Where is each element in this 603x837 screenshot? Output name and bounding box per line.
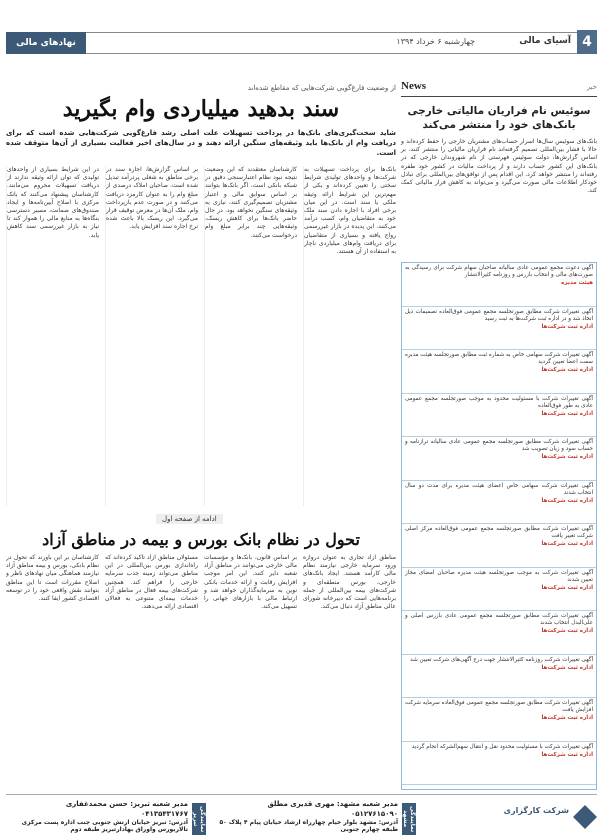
legal-ad-text: آگهی تغییرات شرکت سهامی خاص به شماره ثبت مطابق صورتجلسه هیئت مدیره سمت اعضا تعیین گردید <box>405 352 593 365</box>
issue-date: چهارشنبه ۶ خرداد ۱۳۹۴ <box>396 37 475 46</box>
legal-ad-text: آگهی دعوت مجمع عمومی عادی سالیانه صاحبان سهام شرکت برای رسیدگی به صورت‌های مالی و انتخاب بازرس و روزنامه کثیرالانتشار <box>405 265 593 278</box>
legal-ad <box>402 655 596 699</box>
legal-ad-sign: اداره ثبت شرکت‌ها <box>541 715 593 721</box>
legal-ad-text: آگهی تغییرات شرکت مطابق صورتجلسه مجمع عمومی فوق‌العاده سرمایه شرکت افزایش یافت <box>405 700 593 713</box>
mashhad-address: آدرس: مشهد بلوار خیام چهارراه ارشاد خیابان پیام ۴ پلاک ۵۰ طبقه چهارم جنوبی <box>219 819 398 833</box>
legal-ad-sign: اداره ثبت شرکت‌ها <box>541 410 593 417</box>
section-name: آسیای مالی <box>519 36 571 46</box>
continued-label: ادامه از صفحه اول <box>156 514 223 524</box>
legal-ad-sign: اداره ثبت شرکت‌ها <box>541 664 593 671</box>
legal-ad-text: آگهی تغییرات شرکت مطابق صورتجلسه مجمع عمومی فوق‌العاده مرکز اصلی شرکت تغییر یافت <box>405 526 593 539</box>
footer-mashhad <box>216 799 416 833</box>
footer <box>6 794 597 834</box>
mashhad-phone: ۰۵۱۲۷۶۱۵۰۹۰ <box>351 810 398 818</box>
legal-ad-sign: اداره ثبت شرکت‌ها <box>541 584 593 591</box>
legal-ad <box>402 437 596 481</box>
main-article <box>6 80 396 670</box>
legal-ad-sign: اداره ثبت شرکت‌ها <box>541 454 593 460</box>
legal-ad-text: آگهی تغییرات شرکت مطابق صورتجلسه مجمع عمومی فوق‌العاده تصمیمات ذیل اتخاذ شد و در اداره ثبت شرکت‌ها به ثبت رسید <box>405 308 593 322</box>
article2-column: مناطق آزاد تجاری به عنوان دروازه ورود سرمایه خارجی نیازمند نظام مالی کارآمد هستند. ایجاد بانک‌های خارجی، بورس منطقه‌ای و شرکت‌های بیمه بین‌المللی از جمله برنامه‌هایی است که دبیرخانه شورای عالی مناطق آزاد دنبال می‌کند. <box>303 554 396 611</box>
article-column: بر اساس گزارش‌ها، اجاره سند در برخی مناطق به شغلی پردرآمد تبدیل شده است. صاحبان املاک درصدی از مبلغ وام را به عنوان کارمزد دریافت می‌کنند و در صورت عدم بازپرداخت وام، ملک آن‌ها در معرض توقیف قرار می‌گیرد. این ریسک بالا باعث شده نرخ اجاره سند افزایش یابد. <box>105 166 198 506</box>
legal-ad-sign: اداره ثبت شرکت‌ها <box>541 628 593 634</box>
broker-name: شرکت کارگزاری <box>503 806 569 815</box>
tabriz-phone: ۰۴۱۳۵۴۳۱۷۶۷ <box>141 810 188 818</box>
broker-logo-icon <box>573 805 597 829</box>
legal-ad-sign: اداره ثبت شرکت‌ها <box>541 323 593 330</box>
legal-ad-text: آگهی تغییرات شرکت مطابق صورتجلسه مجمع عمومی عادی سالیانه ترازنامه و حساب سود و زیان تصویب شد <box>405 439 593 452</box>
news-label: News <box>401 80 427 92</box>
mashhad-badge: نمایندگی مشهد <box>402 803 416 835</box>
news-title: سوئیس نام فراریان مالیاتی خارجی بانک‌های خود را منتشر می‌کند <box>407 105 591 131</box>
section-tag: نهادهای مالی <box>6 32 86 54</box>
tabriz-badge: نمایندگی تبریز <box>192 803 206 835</box>
legal-ad-text: آگهی تغییرات شرکت روزنامه کثیرالانتشار جهت درج آگهی‌های شرکت تعیین شد <box>410 656 593 663</box>
article-column: کارشناسان معتقدند که این وضعیت نتیجه نبود نظام اعتبارسنجی دقیق در شبکه بانکی است. اگر بانک‌ها بتوانند بر اساس سوابق مالی و اعتبار مشتریان تصمیم‌گیری کنند، نیازی به وثیقه‌های سنگین نخواهد بود. در حال حاضر بانک‌ها برای کاهش ریسک، وثیقه‌هایی چند برابر مبلغ وام درخواست می‌کنند. <box>204 166 297 506</box>
page-header <box>6 32 597 54</box>
legal-ad <box>402 263 596 307</box>
article2-column: کارشناسان بر این باورند که تحول در نظام بانکی، بورس و بیمه مناطق آزاد نیازمند هماهنگی میان نهادهای ناظر و اصلاح مقررات است تا این مناطق بتوانند نقش واقعی خود را در توسعه اقتصادی کشور ایفا کنند. <box>6 554 99 603</box>
article2-headline: تحول در نظام بانک بورس و بیمه در مناطق آزاد <box>42 530 360 549</box>
legal-ad <box>402 524 596 568</box>
news-box <box>401 80 597 265</box>
legal-ad <box>402 350 596 394</box>
article2-columns <box>6 554 396 670</box>
legal-ad-text: آگهی تغییرات شرکت به موجب صورتجلسه هیئت مدیره صاحبان امضای مجاز تعیین شدند <box>405 569 593 583</box>
news-tag: خبر <box>586 83 597 91</box>
legal-ad <box>402 568 596 612</box>
article-column: در این شرایط بسیاری از واحدهای تولیدی که توان ارائه وثیقه ندارند از دریافت تسهیلات محروم می‌مانند. کارشناسان پیشنهاد می‌کنند که بانک مرکزی با اصلاح آیین‌نامه‌ها و ایجاد صندوق‌های ضمانت، مسیر دسترسی بنگاه‌ها به منابع مالی را هموار کند تا نیاز به بازار غیررسمی سند کاهش یابد. <box>6 166 99 506</box>
footer-logo-block <box>437 799 597 833</box>
tabriz-manager: مدیر شعبه تبریز: حسن محمدغفاری <box>65 800 188 808</box>
footer-tabriz <box>6 799 206 833</box>
article2-column: بر اساس قانون، بانک‌ها و مؤسسات مالی خارجی می‌توانند در مناطق آزاد شعبه دایر کنند. این امر موجب افزایش رقابت و ارائه خدمات بانکی نوین به سرمایه‌گذاران خواهد شد و ارتباط مالی با بازارهای جهانی را تسهیل می‌کند. <box>204 554 297 611</box>
legal-ad-sign: اداره ثبت شرکت‌ها <box>541 497 593 504</box>
ads-column <box>401 262 597 790</box>
legal-ad <box>402 698 596 742</box>
legal-ad-sign: اداره ثبت شرکت‌ها <box>541 751 593 758</box>
legal-ad-text: آگهی تغییرات شرکت با مسئولیت محدود به موجب صورتجلسه مجمع عمومی عادی به طور فوق‌العاده <box>405 395 593 409</box>
article-kicker: از وضعیت فارغ‌گویی شرکت‌هایی که مقاطع شده‌اند <box>247 84 396 92</box>
legal-ad <box>402 394 596 438</box>
tabriz-address: آدرس: تبریز خیابان ارتش جنوبی جنب اداره پست مرکزی تالاربورس واوراق بهادارتبریز طبقه دوم <box>21 819 188 833</box>
article-columns <box>6 166 396 506</box>
legal-ad-text: آگهی تغییرات شرکت با مسئولیت محدود نقل و انتقال سهم‌الشرکه انجام گردید <box>411 743 593 750</box>
legal-ad-sign: اداره ثبت شرکت‌ها <box>541 367 593 373</box>
legal-ad-text: آگهی تغییرات شرکت سهامی خاص اعضای هیئت مدیره برای مدت دو سال انتخاب شدند <box>405 482 593 496</box>
legal-ad-sign: اداره ثبت شرکت‌ها <box>541 541 593 547</box>
page-number: 4 <box>577 30 597 54</box>
mashhad-manager: مدیر شعبه مشهد: مهری قدیری مطلق <box>267 800 398 808</box>
legal-ad <box>402 481 596 525</box>
legal-ad-text: آگهی تغییرات شرکت مطابق صورتجلسه مجمع عمومی عادی بازرس اصلی و علی‌البدل انتخاب شدند <box>405 613 593 626</box>
legal-ad <box>402 742 596 786</box>
legal-ad <box>402 611 596 655</box>
legal-ad <box>402 307 596 351</box>
news-rule <box>401 96 597 97</box>
news-body: بانک‌های سوئیس سال‌ها اسرار حساب‌های مشتریان خارجی را حفظ کرده‌اند و حالا با فشار بین‌المللی تصمیم گرفته‌اند نام فراریان مالیاتی را منتشر کنند. بر اساس گزارش‌ها، دولت سوئیس فهرستی از نام شهروندان خارجی که در بانک‌های این کشور حساب دارند و از پرداخت مالیات در کشور خود طفره رفته‌اند را منتشر خواهد کرد. این اقدام پس از توافق‌های بین‌المللی برای تبادل خودکار اطلاعات مالی صورت می‌گیرد و می‌تواند به کاهش فرار مالیاتی کمک کند. <box>401 138 597 195</box>
legal-ad-sign: هیئت مدیره <box>561 280 593 286</box>
article-column: بانک‌ها برای پرداخت تسهیلات به شرکت‌ها و واحدهای تولیدی شرایط سختی را تعیین کرده‌اند و یکی از مهم‌ترین این شرایط ارائه وثیقه ملکی یا سند است. در این میان برخی افراد با اجاره دادن سند ملک خود به متقاضیان وام، کسب درآمد می‌کنند. این پدیده در بازار غیررسمی رواج یافته و بسیاری از متقاضیان برای دریافت وام‌های میلیاردی ناچار به استفاده از آن هستند. <box>303 166 396 506</box>
article2-column: مسئولان مناطق آزاد تأکید کرده‌اند که راه‌اندازی بورس بین‌المللی در این مناطق می‌تواند زمینه جذب سرمایه خارجی را فراهم کند. همچنین شرکت‌های بیمه فعال در مناطق آزاد خدمات بیمه‌ای متنوعی به فعالان اقتصادی ارائه می‌دهند. <box>105 554 198 611</box>
article-lead: شاید سخت‌گیری‌های بانک‌ها در پرداخت تسهیلات علت اصلی رشد فارغ‌گویی شرکت‌هایی شده است که برای دریافت وام از بانک‌ها باید وثیقه‌های سنگین ارائه دهند و در سال‌های اخیر فعالیت بسیاری از آن‌ها متوقف شده است. <box>6 129 396 157</box>
article-headline: سند بدهید میلیاردی وام بگیرید <box>62 96 340 122</box>
